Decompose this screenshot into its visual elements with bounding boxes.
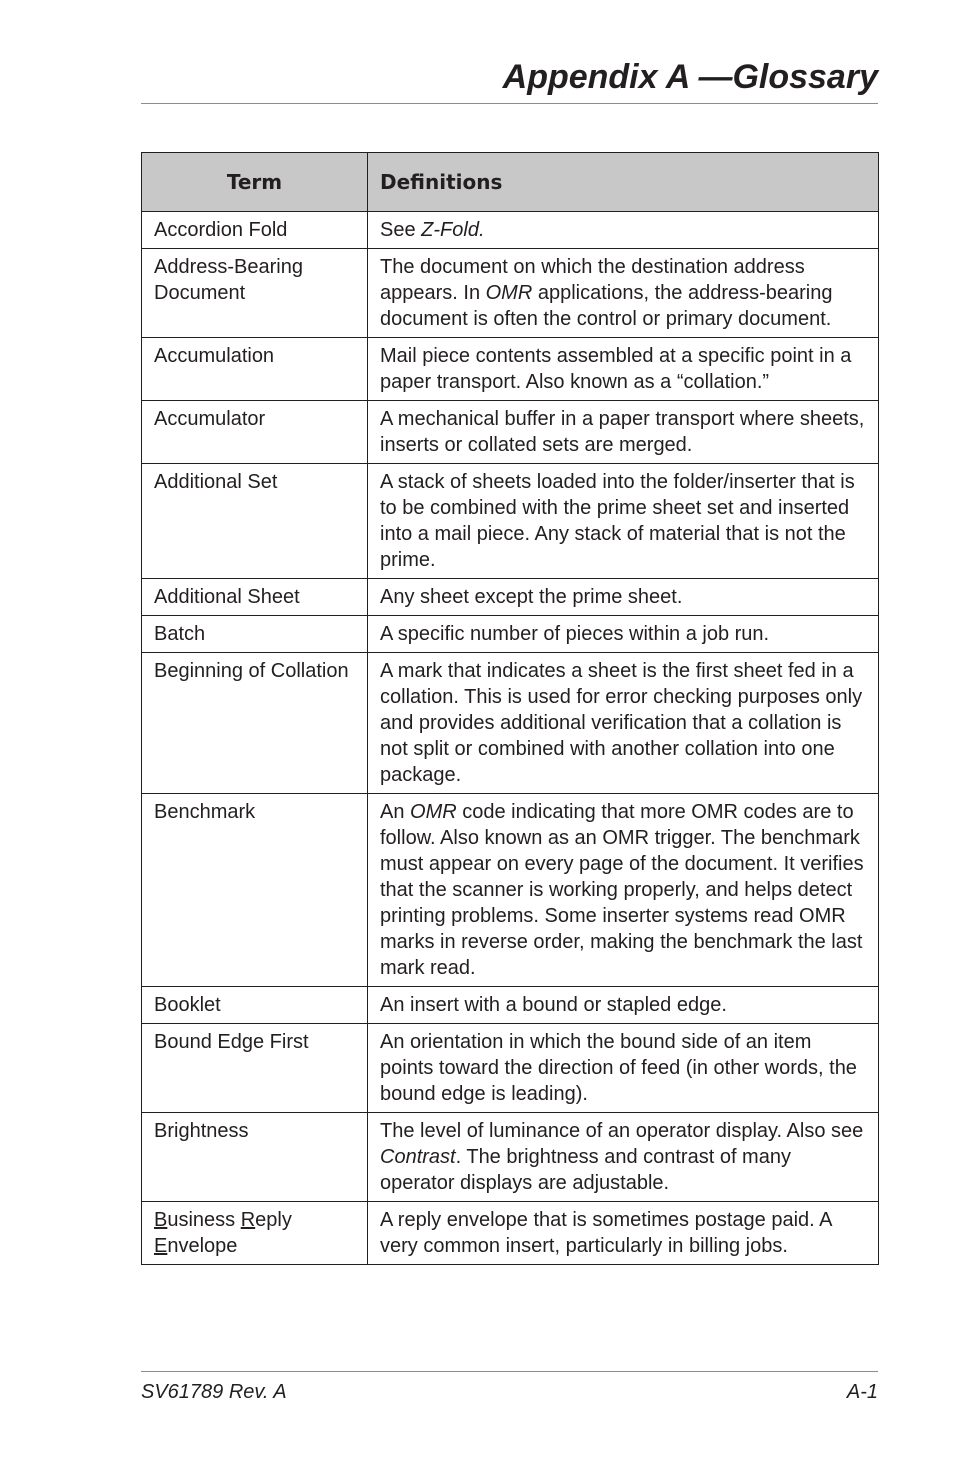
glossary-term (142, 249, 368, 338)
glossary-term-text: Bound Edge First (154, 1031, 309, 1053)
glossary-definition-text: An orientation in which the bound side of an item points toward the direction of feed (in other words, the bound edge is leading). (380, 1031, 857, 1105)
glossary-table (141, 152, 879, 1265)
table-row (142, 653, 879, 794)
glossary-term (142, 212, 368, 249)
table-row (142, 464, 879, 579)
table-row (142, 212, 879, 249)
column-header-term: Term (142, 153, 368, 212)
glossary-definition (368, 1113, 879, 1202)
glossary-term (142, 401, 368, 464)
glossary-definition-text: applications, the address-bearing document is often the control or primary document. (380, 282, 833, 330)
glossary-term-text: Additional Set (154, 471, 278, 493)
glossary-definition (368, 464, 879, 579)
glossary-term (142, 616, 368, 653)
glossary-definition-text: See (380, 219, 422, 241)
table-row (142, 987, 879, 1024)
glossary-term-text: R (240, 1209, 256, 1231)
glossary-term-text: Accumulation (154, 345, 275, 367)
glossary-term-text: Accumulator (154, 408, 266, 430)
table-row (142, 579, 879, 616)
table-header-row (142, 153, 879, 212)
glossary-definition (368, 1202, 879, 1265)
glossary-definition (368, 401, 879, 464)
glossary-definition-text: Mail piece contents assembled at a specific point in a paper transport. Also known as a “collation.” (380, 345, 852, 393)
glossary-term-text: eply (255, 1209, 292, 1231)
glossary-term-text: Address-Bearing Document (154, 256, 303, 304)
column-header-definitions: Definitions (368, 153, 879, 212)
glossary-term (142, 653, 368, 794)
glossary-definition-text: Contrast (380, 1146, 456, 1168)
glossary-term-text: usiness (167, 1209, 241, 1231)
table-row (142, 249, 879, 338)
glossary-definition-text: OMR (410, 801, 457, 823)
glossary-definition-text: An (380, 801, 411, 823)
glossary-definition-text: The document on which the destination address appears. In (380, 256, 805, 304)
glossary-definition-text: Z-Fold. (421, 219, 485, 241)
glossary-definition-text: OMR (485, 282, 533, 304)
glossary-definition (368, 579, 879, 616)
glossary-definition-text: An insert with a bound or stapled edge. (380, 994, 727, 1016)
glossary-definition-text: The level of luminance of an operator display. Also see (380, 1120, 864, 1142)
glossary-term (142, 1024, 368, 1113)
glossary-definition-text: . The brightness and contrast of many operator displays are adjustable. (380, 1146, 791, 1194)
glossary-term-text: nvelope (167, 1235, 238, 1257)
glossary-definition (368, 616, 879, 653)
glossary-definition (368, 987, 879, 1024)
glossary-definition-text: A specific number of pieces within a job run. (380, 623, 770, 645)
glossary-definition-text: Any sheet except the prime sheet. (380, 586, 683, 608)
glossary-definition (368, 794, 879, 987)
glossary-term (142, 987, 368, 1024)
glossary-definition-text: A mark that indicates a sheet is the first sheet fed in a collation. This is used for error checking purposes only and provides additional verification that a collation is not split or combined with another collation into one package. (380, 660, 863, 786)
glossary-definition (368, 653, 879, 794)
glossary-definition (368, 249, 879, 338)
table-row (142, 401, 879, 464)
table-row (142, 794, 879, 987)
glossary-term-text: B (154, 1209, 168, 1231)
title-divider (141, 103, 878, 104)
glossary-definition (368, 212, 879, 249)
glossary-body (142, 212, 879, 1265)
glossary-definition-text: A mechanical buffer in a paper transport where sheets, inserts or collated sets are merged. (380, 408, 865, 456)
glossary-definition-text: A reply envelope that is sometimes postage paid. A very common insert, particularly in billing jobs. (380, 1209, 832, 1257)
glossary-term (142, 1113, 368, 1202)
glossary-definition-text: A stack of sheets loaded into the folder/inserter that is to be combined with the prime sheet set and inserted into a mail piece. Any stack of material that is not the prime. (380, 471, 855, 571)
table-row (142, 1113, 879, 1202)
glossary-term-text: Booklet (154, 994, 221, 1016)
glossary-definition (368, 1024, 879, 1113)
glossary-term-text: Accordion Fold (154, 219, 288, 241)
glossary-term (142, 1202, 368, 1265)
glossary-term (142, 338, 368, 401)
table-row (142, 338, 879, 401)
glossary-term-text: Brightness (154, 1120, 249, 1142)
table-row (142, 1024, 879, 1113)
glossary-term (142, 794, 368, 987)
table-row (142, 1202, 879, 1265)
glossary-term-text: Batch (154, 623, 206, 645)
document-id: SV61789 Rev. A (141, 1381, 287, 1403)
glossary-term-text: Beginning of Collation (154, 660, 349, 682)
glossary-term-text: Benchmark (154, 801, 256, 823)
page-title: Appendix A —Glossary (502, 58, 878, 96)
page-number: A-1 (846, 1381, 878, 1403)
glossary-term (142, 579, 368, 616)
glossary-definition (368, 338, 879, 401)
glossary-definition-text: code indicating that more OMR codes are to follow. Also known as an OMR trigger. The benchmark must appear on every page of the document. It verifies that the scanner is working properly, and helps detect printing problems. Some inserter systems read OMR marks in reverse order, making the benchmark the last mark read. (380, 801, 864, 979)
glossary-term (142, 464, 368, 579)
glossary-term-text: Additional Sheet (154, 586, 300, 608)
footer-divider (141, 1371, 878, 1372)
table-row (142, 616, 879, 653)
glossary-term-text: E (154, 1235, 168, 1257)
